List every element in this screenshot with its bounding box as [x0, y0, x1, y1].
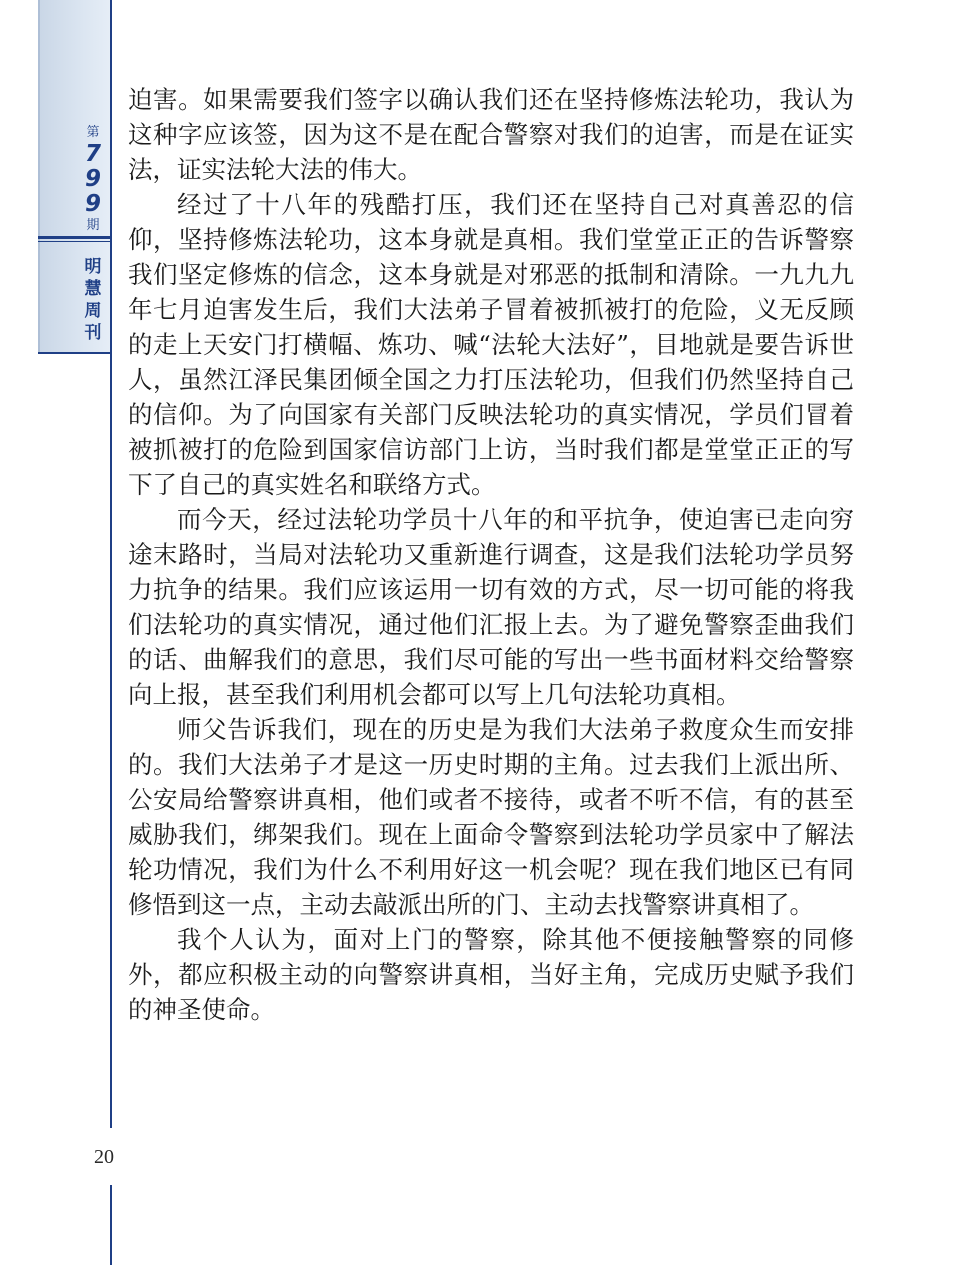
issue-prefix: 第 — [86, 125, 100, 140]
article-body — [128, 82, 854, 1027]
issue-divider-thick — [38, 236, 112, 239]
issue-number-block — [78, 124, 108, 235]
publication-char: 明 — [84, 257, 102, 277]
issue-suffix: 期 — [86, 218, 100, 233]
article-paragraph: 迫害。如果需要我们签字以确认我们还在坚持修炼法轮功，我认为这种字应该签，因为这不是在配合警察对我们的迫害，而是在证实法，证实法轮大法的伟大。 — [128, 85, 854, 184]
publication-char: 周 — [84, 301, 102, 321]
issue-divider-thin — [38, 241, 112, 242]
article-paragraph: 经过了十八年的残酷打压，我们还在坚持自己对真善忍的信仰，坚持修炼法轮功，这本身就是真相。我们堂堂正正的告诉警察我们坚定修炼的信念，这本身就是对邪恶的抵制和清除。一九九九年七月迫害发生后，我们大法弟子冒着被抓被打的危险，义无反顾的走上天安门打横幅、炼功、喊“法轮大法好”，目地就是要告诉世人，虽然江泽民集团倾全国之力打压法轮功，但我们仍然坚持自己的信仰。为了向国家有关部门反映法轮功的真实情况，学员们冒着被抓被打的危险到国家信访部门上访，当时我们都是堂堂正正的写下了自己的真实姓名和联络方式。 — [128, 190, 854, 499]
margin-rule-upper — [110, 0, 112, 1128]
publication-char: 刊 — [84, 323, 102, 343]
article-paragraph: 而今天，经过法轮功学员十八年的和平抗争，使迫害已走向穷途末路时，当局对法轮功又重新進行调查，这是我们法轮功学员努力抗争的结果。我们应该运用一切有效的方式，尽一切可能的将我们法轮功的真实情况，通过他们汇报上去。为了避免警察歪曲我们的话、曲解我们的意思，我们尽可能的写出一些书面材料交给警察向上报，甚至我们利用机会都可以写上几句法轮功真相。 — [128, 505, 854, 709]
article-paragraph: 师父告诉我们，现在的历史是为我们大法弟子救度众生而安排的。我们大法弟子才是这一历史时期的主角。过去我们上派出所、公安局给警察讲真相，他们或者不接待，或者不听不信，有的甚至威胁我们，绑架我们。现在上面命令警察到法轮功学员家中了解法轮功情况，我们为什么不利用好这一机会呢？现在我们地区已有同修悟到这一点，主动去敲派出所的门、主动去找警察讲真相了。 — [128, 715, 854, 919]
publication-char: 慧 — [84, 279, 102, 299]
sidebar-bottom-rule — [38, 352, 112, 354]
article-paragraph: 我个人认为，面对上门的警察，除其他不便接触警察的同修外，都应积极主动的向警察讲真相，当好主角，完成历史赋予我们的神圣使命。 — [128, 925, 854, 1024]
issue-digit: 7 — [84, 141, 101, 167]
issue-digit: 9 — [84, 191, 101, 217]
page-number: 20 — [94, 1146, 114, 1168]
publication-name — [78, 256, 108, 344]
margin-rule-lower — [110, 1185, 112, 1265]
sidebar-tab-edge — [38, 0, 40, 354]
issue-digit: 9 — [84, 166, 101, 192]
